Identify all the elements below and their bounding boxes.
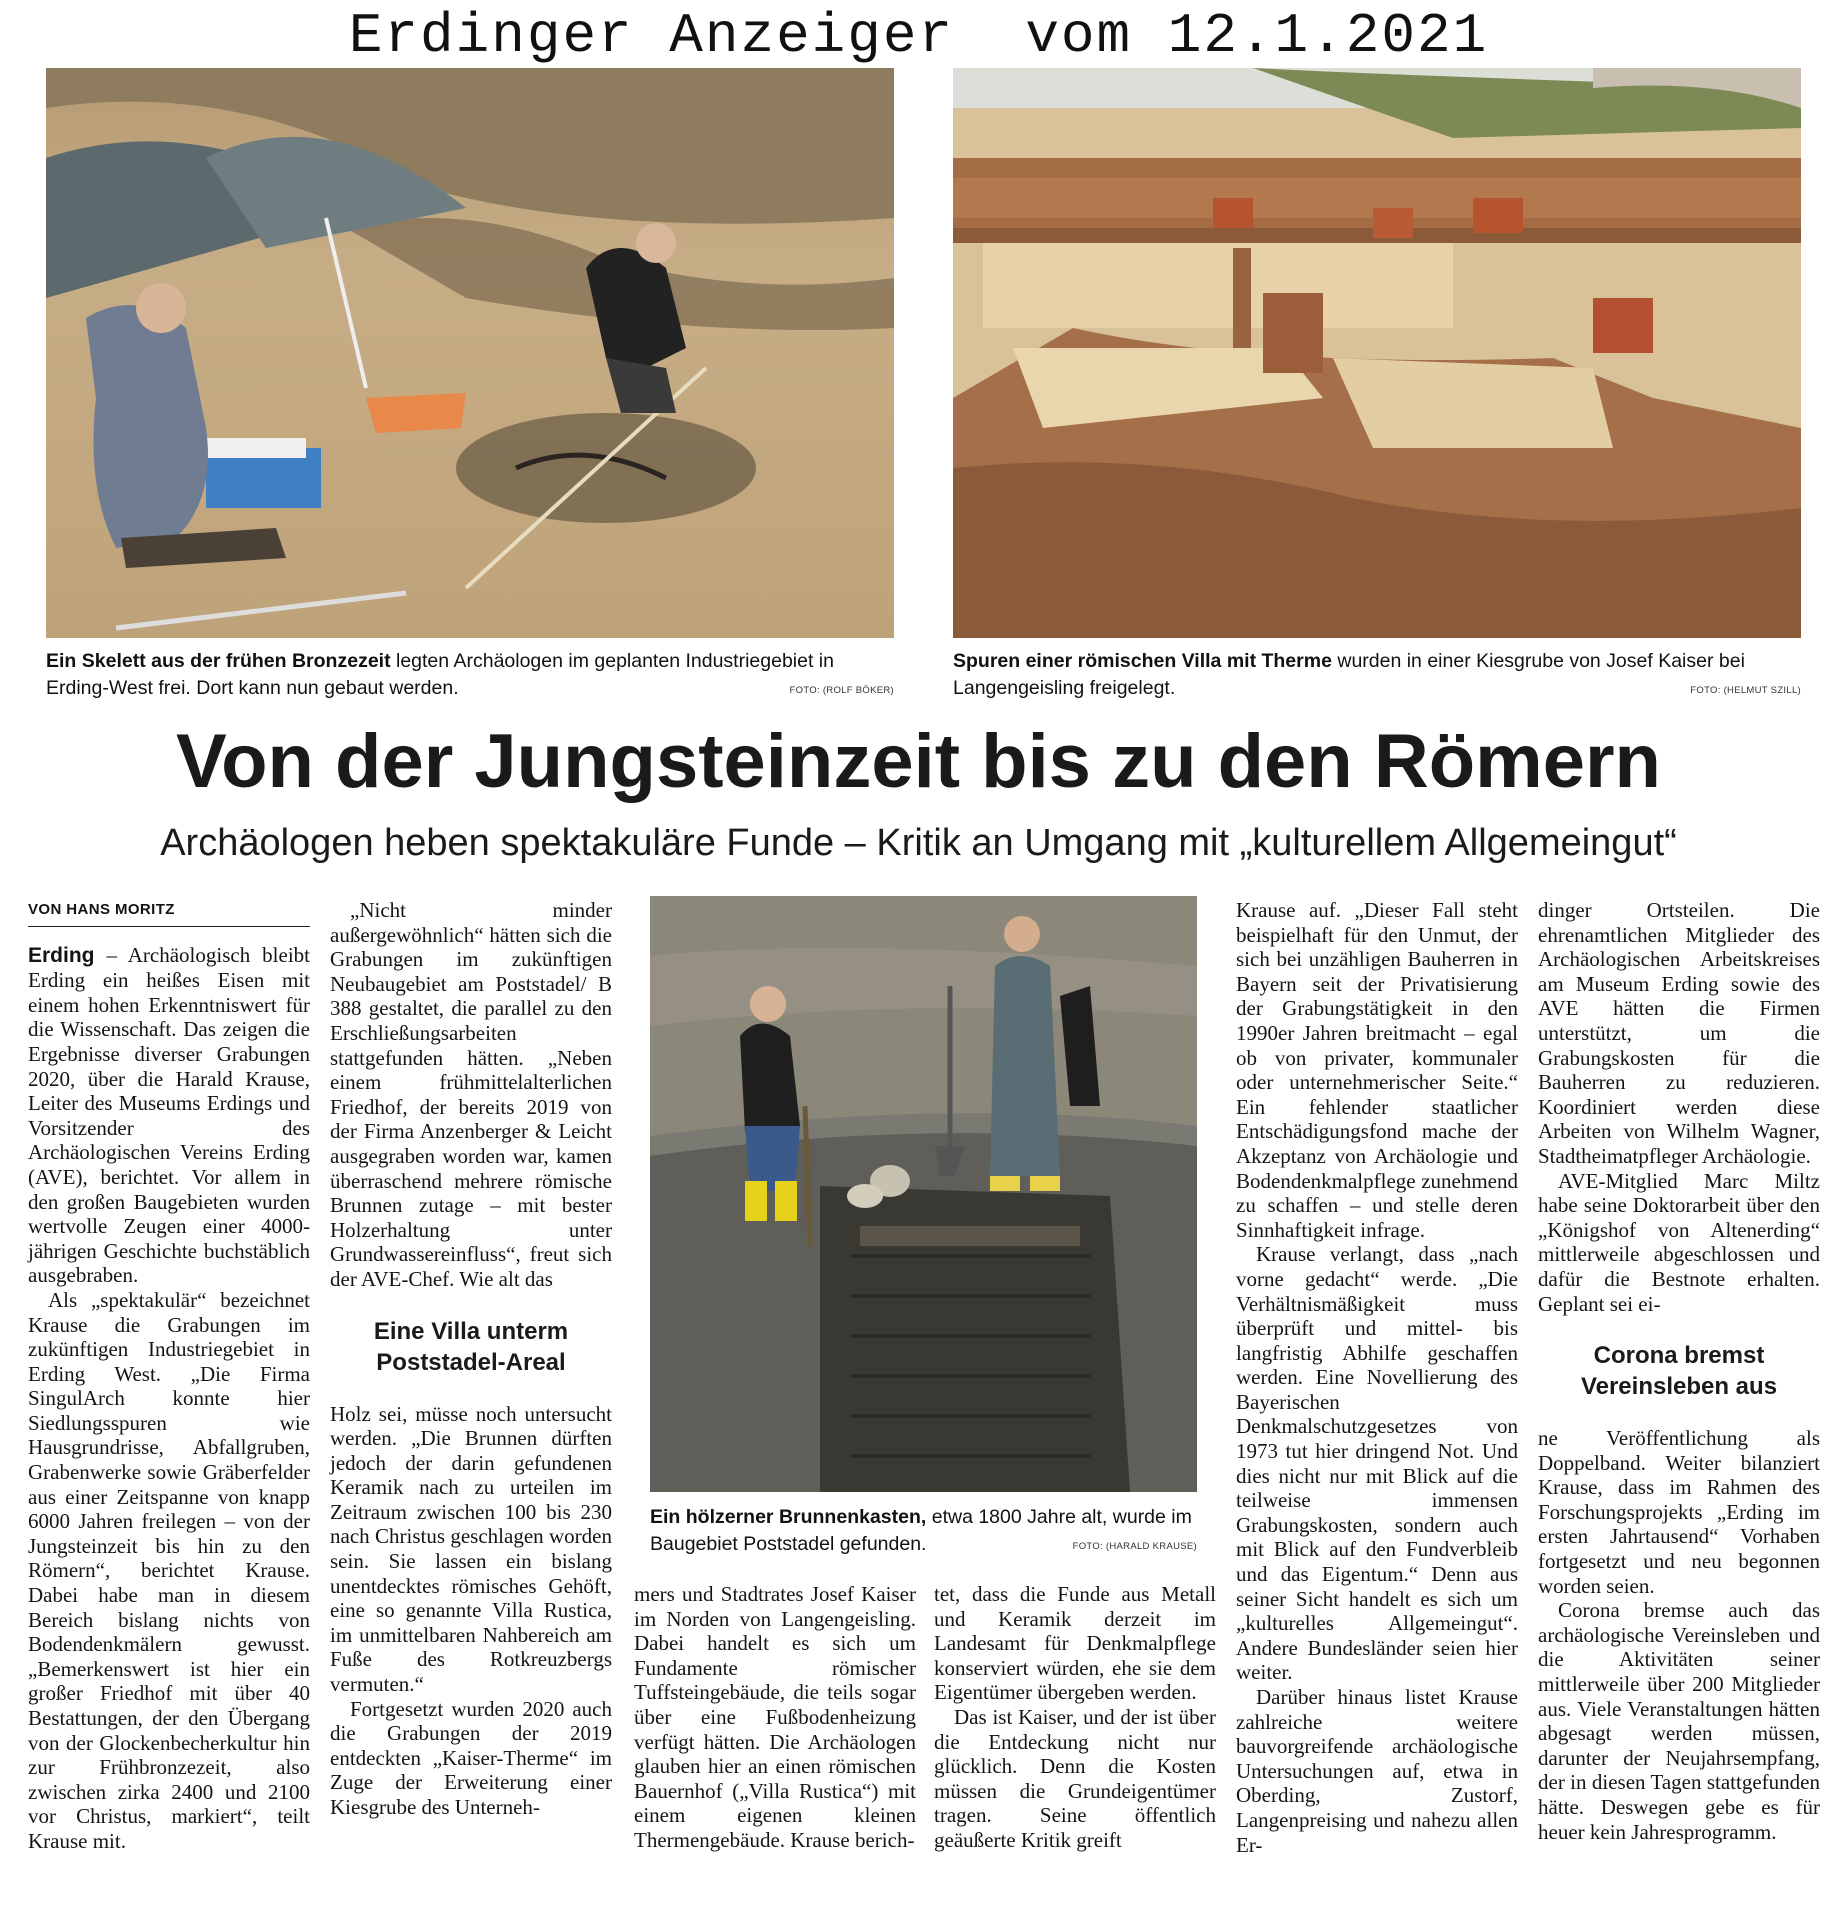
byline: VON HANS MORITZ bbox=[28, 898, 310, 927]
article-paragraph: Krause verlangt, dass „nach vorne gedacht“ werde. „Die Verhältnismäßigkeit muss überprüft und mittel- bis langfristig Abhilfe geschaffen werden. Eine Novellierung des Bayerischen Denkmalschutzgesetzes von 1973 tut hier dringend Not. Und dies nicht nur mit Blick auf die teilweise immensen Grabungskosten, sondern auch mit Blick auf den Fundverbleib und das Eigentum.“ Denn aus seiner Sicht handelt es sich um „kulturelles Allgemeingut“. Andere Bundesländer seien hier weiter. bbox=[1236, 1242, 1518, 1685]
subhead-villa-line2: Poststadel-Areal bbox=[376, 1348, 566, 1376]
subhead-corona-line1: Corona bremst bbox=[1593, 1342, 1765, 1370]
photo-credit-krause: FOTO: (HARALD KRAUSE) bbox=[1072, 1541, 1197, 1552]
article-paragraph: Corona bremse auch das archäologische Vereinsleben und die Aktivitäten seiner mittlerweile über 200 Mitglieder aus. Viele Veranstaltungen hätten abgesagt werden müssen, darunter der Neujahrsempfang, der in diesen Tagen stattgefunden hätte. Deswegen gebe es für heuer kein Jahresprogramm. bbox=[1538, 1598, 1820, 1844]
caption-well-bold: Ein hölzerner Brunnenkasten, bbox=[650, 1506, 927, 1528]
article-paragraph: Das ist Kaiser, und der ist über die Entdeckung nicht nur glücklich. Denn die Kosten müssen die Grundeigentümer tragen. Seine öffentlich geäußerte Kritik greift bbox=[934, 1704, 1216, 1852]
article-paragraph: dinger Ortsteilen. Die ehrenamtlichen Mitglieder des Archäologischen Arbeitskreises am Museum Erding sowie des AVE hätten die Firmen unterstützt, um die Grabungskosten für die Bauherren zu reduzieren. Koordiniert werden diese Arbeiten von Wilhelm Wagner, Stadtheimatpfleger Archäologie. bbox=[1538, 898, 1820, 1168]
photo-wooden-well bbox=[650, 896, 1197, 1492]
article-column-2 bbox=[330, 898, 612, 1820]
article-column-4 bbox=[934, 1582, 1216, 1853]
subhead-villa bbox=[330, 1316, 612, 1378]
dateline: Erding bbox=[28, 943, 95, 967]
subheadline: Archäologen heben spektakuläre Funde – Kritik an Umgang mit „kulturellem Allgemeingut“ bbox=[160, 822, 1677, 864]
article-paragraph: „Nicht minder außergewöhnlich“ hätten sich die Grabungen im zukünftigen Neubaugebiet am Poststadel/ B 388 gestaltet, die parallel zu den Erschließungsarbeiten stattgefunden hätten. „Neben einem frühmittelalterlichen Friedhof, der bereits 2019 von der Firma Anzenberger & Leicht ausgegraben worden war, kamen überraschend mehrere römische Brunnen zutage – mit bester Holzerhaltung unter Grundwassereinfluss“, freut sich der AVE-Chef. Wie alt das bbox=[330, 898, 612, 1291]
caption-skeleton bbox=[46, 648, 894, 704]
subhead-corona-line2: Vereinsleben aus bbox=[1580, 1373, 1778, 1401]
photo-credit-szill: FOTO: (HELMUT SZILL) bbox=[1690, 685, 1801, 696]
caption-well bbox=[650, 1504, 1197, 1560]
caption-skeleton-text: legten Archäologen im geplanten Industriegebiet in Erding-West frei. Dort kann nun gebaut werden. bbox=[46, 650, 834, 699]
article-paragraph: tet, dass die Funde aus Metall und Keramik derzeit im Landesamt für Denkmalpflege konserviert würden, ehe sie dem Eigentümer übergeben werden. bbox=[934, 1582, 1216, 1705]
article-paragraph bbox=[28, 943, 310, 1288]
subhead-corona bbox=[1538, 1340, 1820, 1402]
caption-skeleton-bold: Ein Skelett aus der frühen Bronzezeit bbox=[46, 650, 391, 672]
article-paragraph: Fortgesetzt wurden 2020 auch die Grabungen der 2019 entdeckten „Kaiser-Therme“ im Zuge der Erweiterung einer Kiesgrube des Unterneh- bbox=[330, 1696, 612, 1819]
article-paragraph: AVE-Mitglied Marc Miltz habe seine Doktorarbeit über den „Königshof von Altenerding“ mittlerweile abgeschlossen und dafür die Bestnote erhalten. Geplant sei ei- bbox=[1538, 1168, 1820, 1316]
caption-villa-bold: Spuren einer römischen Villa mit Therme bbox=[953, 650, 1332, 672]
article-paragraph: Als „spektakulär“ bezeichnet Krause die Grabungen im zukünftigen Industriegebiet in Erding West. „Die Firma SingulArch konnte hier Siedlungsspuren wie Hausgrundrisse, Abfallgruben, Grabenwerke sowie Gräberfelder aus einer Zeitspanne von knapp 6000 Jahren freilegen – von der Jungsteinzeit bis hin zu den Römern“, berichtet Krause. Dabei habe man in diesem Bereich bislang nichts von Bodendenkmälern gewusst. „Bemerkenswert ist hier ein großer Friedhof mit über 40 Bestattungen, der den Übergang von der Glockenbecherkultur hin zur Frühbronzezeit, also zwischen zirka 2400 und 2100 vor Christus, markiert“, teilt Krause mit. bbox=[28, 1287, 310, 1853]
article-column-1 bbox=[28, 898, 310, 1854]
article-paragraph: mers und Stadtrates Josef Kaiser im Norden von Langengeisling. Dabei handelt es sich um Fundamente römischer Tuffsteingebäude, die teils sogar über eine Fußbodenheizung verfügt hätten. Die Archäologen glauben hier an einen römischen Bauernhof („Villa Rustica“) mit einem eigenen kleinen Thermengebäude. Krause berich- bbox=[634, 1582, 916, 1852]
paragraph-text: – Archäologisch bleibt Erding ein heißes Eisen mit einem hohen Erkenntniswert für die Wissenschaft. Das zeigen die Ergebnisse diverser Grabungen 2020, über die Harald Krause, Leiter des Museums Erdings und Vorsitzender des Archäologischen Vereins Erding (AVE), berichtet. Vor allem in den großen Baugebieten wurden wertvolle Zeugen einer 4000-jährigen Geschichte buchstäblich ausgebraben. bbox=[28, 942, 310, 1288]
photo-skeleton-excavation bbox=[46, 68, 894, 638]
caption-villa bbox=[953, 648, 1801, 704]
photo-credit-boeker: FOTO: (ROLF BÖKER) bbox=[789, 685, 894, 696]
article-column-5 bbox=[1236, 898, 1518, 1857]
subhead-villa-line1: Eine Villa unterm bbox=[373, 1317, 569, 1345]
article-paragraph: Holz sei, müsse noch untersucht werden. „Die Brunnen dürften jedoch der darin gefundenen Keramik nach zu urteilen im Zeitraum zwischen 100 bis 230 nach Christus geschlagen worden sein. Sie lassen ein bislang unentdecktes römisches Gehöft, eine so genannte Villa Rustica, im unmittelbaren Nahbereich am Fuße des Rotkreuzbergs vermuten.“ bbox=[330, 1401, 612, 1697]
caption-well-text: etwa 1800 Jahre alt, wurde im Baugebiet Poststadel gefunden. bbox=[650, 1506, 1192, 1555]
article-paragraph: Krause auf. „Dieser Fall steht beispielhaft für den Unmut, der sich bei unzähligen Bauherren in Bayern seit der Privatisierung der Grabungstätigkeit in den 1990er Jahren breitmacht – egal ob von privater, kommunaler oder unternehmerischer Seite.“ Ein fehlender staatlicher Entschädigungsfond mache der Akzeptanz von Archäologie und Bodendenkmalpflege zunehmend zu schaffen – und stelle deren Sinnhaftigkeit infrage. bbox=[1236, 898, 1518, 1242]
photo-roman-villa-foundations bbox=[953, 68, 1801, 638]
source-line: Erdinger Anzeiger vom 12.1.2021 bbox=[348, 4, 1489, 68]
article-column-3 bbox=[634, 1582, 916, 1853]
caption-villa-text: wurden in einer Kiesgrube von Josef Kaiser bei Langengeisling freigelegt. bbox=[953, 650, 1745, 699]
headline: Von der Jungsteinzeit bis zu den Römern bbox=[176, 719, 1661, 804]
article-paragraph: Darüber hinaus listet Krause zahlreiche weitere bauvorgreifende archäologische Untersuchungen auf, etwa in Oberding, Zustorf, Langenpreising und nahezu allen Er- bbox=[1236, 1685, 1518, 1857]
article-paragraph: ne Veröffentlichung als Doppelband. Weiter bilanziert Krause, dass im Rahmen des Forschungsprojekts „Erding im ersten Jahrtausend“ Vorhaben fortgesetzt und neu begonnen worden seien. bbox=[1538, 1426, 1820, 1598]
article-column-6 bbox=[1538, 898, 1820, 1844]
